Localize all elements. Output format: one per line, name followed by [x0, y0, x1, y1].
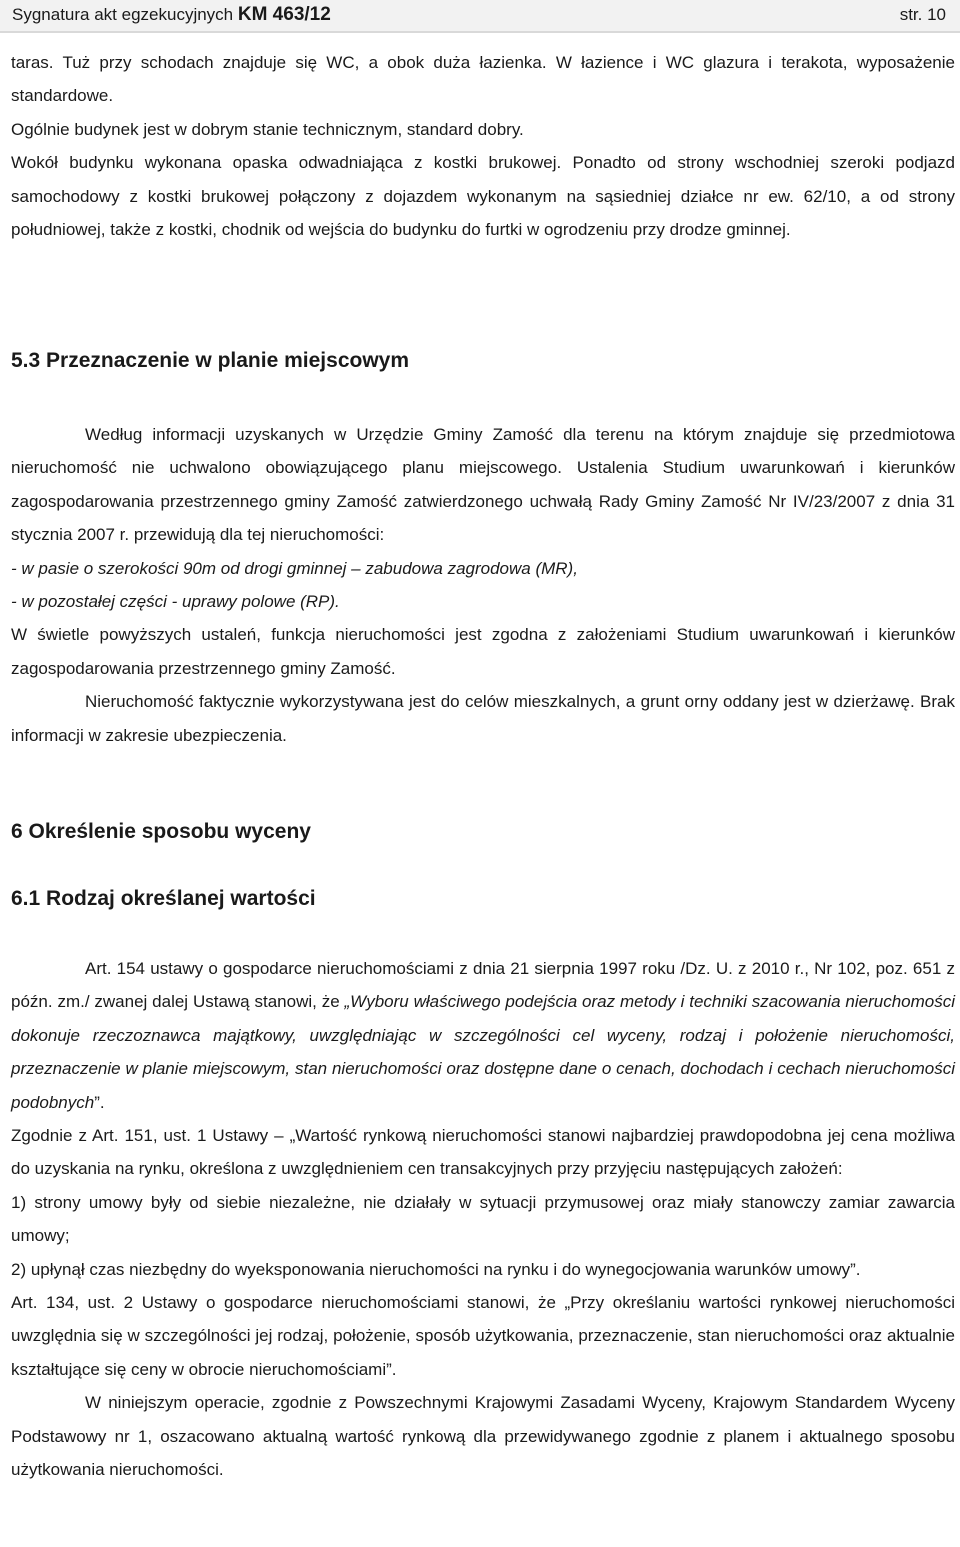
- paragraph-conclusion: W niniejszym operacie, zgodnie z Powszechnymi Krajowymi Zasadami Wyceny, Krajowym Standardem Wyceny Podstawowy nr 1, oszacowano aktualną wartość rynkową dla przewidywanego zgodnie z planem i aktualnego sposobu użytkowania nieruchomości.: [11, 1393, 955, 1480]
- section-5-3-body: [11, 418, 955, 752]
- art-154-quote: „Wyboru właściwego podejścia oraz metody i techniki szacowania nieruchomości dokonuje rzeczoznawca majątkowy, uwzględniając w szczególności cel wyceny, rodzaj i położenie nieruchomości, przeznaczenie w planie miejscowym, stan nieruchomości oraz dostępne dane o cenach, dochodach i cechach nieruchomości podobnych: [11, 992, 955, 1112]
- case-signature: [12, 0, 331, 30]
- section-6-body: [11, 952, 955, 1487]
- list-item: [11, 585, 955, 618]
- list-item: [11, 552, 955, 585]
- paragraph-surroundings: Wokół budynku wykonana opaska odwadniająca z kostki brukowej. Ponadto od strony wschodniej szeroki podjazd samochodowy z kostki brukowej połączony z dojazdem wykonanym na sąsiedniej działce nr ew. 62/10, a od strony południowej, także z kostki, chodnik od wejścia do budynku do furtki w ogrodzeniu przy drodze gminnej.: [11, 153, 955, 240]
- section-heading-5-3: 5.3 Przeznaczenie w planie miejscowym: [11, 349, 410, 372]
- paragraph-usage: Nieruchomość faktycznie wykorzystywana jest do celów mieszkalnych, a grunt orny oddany jest w dzierżawę. Brak informacji w zakresie ubezpieczenia.: [11, 692, 955, 745]
- list-item-text: - w pozostałej części - uprawy polowe (RP).: [11, 592, 340, 612]
- art-154-quote-end: ”.: [94, 1092, 105, 1112]
- condition-item: 2) upłynął czas niezbędny do wyeksponowania nieruchomości na rynku i do wynegocjowania warunków umowy”.: [11, 1259, 861, 1279]
- condition-item: 1) strony umowy były od siebie niezależne, nie działały w sytuacji przymusowej oraz miały stanowczy zamiar zawarcia umowy;: [11, 1192, 955, 1246]
- paragraph-bathroom: taras. Tuż przy schodach znajduje się WC, a obok duża łazienka. W łazience i WC glazura i terakota, wyposażenie standardowe.: [11, 53, 955, 106]
- section-heading-6: 6 Określenie sposobu wyceny: [11, 820, 311, 843]
- paragraph-art-154: [11, 952, 955, 1119]
- paragraph-art-151: Zgodnie z Art. 151, ust. 1 Ustawy – „Wartość rynkową nieruchomości stanowi najbardziej prawdopodobna jej cena możliwa do uzyskania na rynku, określona z uwzględnieniem cen transakcyjnych przy przyjęciu następujących założeń:: [11, 1126, 955, 1179]
- section-heading-6-1: 6.1 Rodzaj określanej wartości: [11, 887, 316, 910]
- art-154-text: Art. 154 ustawy o gospodarce nieruchomościami z dnia 21 sierpnia 1997 roku /Dz. U. z 2010 r., Nr 102, poz. 651 z późn. zm./ zwanej dalej Ustawą stanowi, że: [11, 959, 955, 1012]
- paragraph-condition: Ogólnie budynek jest w dobrym stanie technicznym, standard dobry.: [11, 119, 524, 139]
- paragraph-art-134: Art. 134, ust. 2 Ustawy o gospodarce nieruchomościami stanowi, że „Przy określaniu wartości rynkowej nieruchomości uwzględnia się w szczególności jej rodzaj, położenie, sposób użytkowania, przeznaczenie, stan nieruchomości oraz aktualnie kształtujące się ceny w obrocie nieruchomościami”.: [11, 1293, 955, 1379]
- paragraph-plan-info: Według informacji uzyskanych w Urzędzie Gminy Zamość dla terenu na którym znajduje się przedmiotowa nieruchomość nie uchwalono obowiązującego planu miejscowego. Ustalenia Studium uwarunkowań i kierunków zagospodarowania przestrzennego gminy Zamość zatwierdzonego uchwałą Rady Gminy Zamość Nr IV/23/2007 z dnia 31 stycznia 2007 r. przewidują dla tej nieruchomości:: [11, 425, 955, 545]
- case-number: KM 463/12: [237, 4, 331, 25]
- list-item-text: - w pasie o szerokości 90m od drogi gminnej – zabudowa zagrodowa (MR),: [11, 558, 578, 578]
- case-signature-label: Sygnatura akt egzekucyjnych: [12, 5, 238, 24]
- building-description: [11, 46, 955, 246]
- page-number: str. 10: [899, 5, 946, 24]
- running-header: [0, 0, 960, 33]
- paragraph-compliance: W świetle powyższych ustaleń, funkcja nieruchomości jest zgodna z założeniami Studium uwarunkowań i kierunków zagospodarowania przestrzennego gminy Zamość.: [11, 625, 955, 678]
